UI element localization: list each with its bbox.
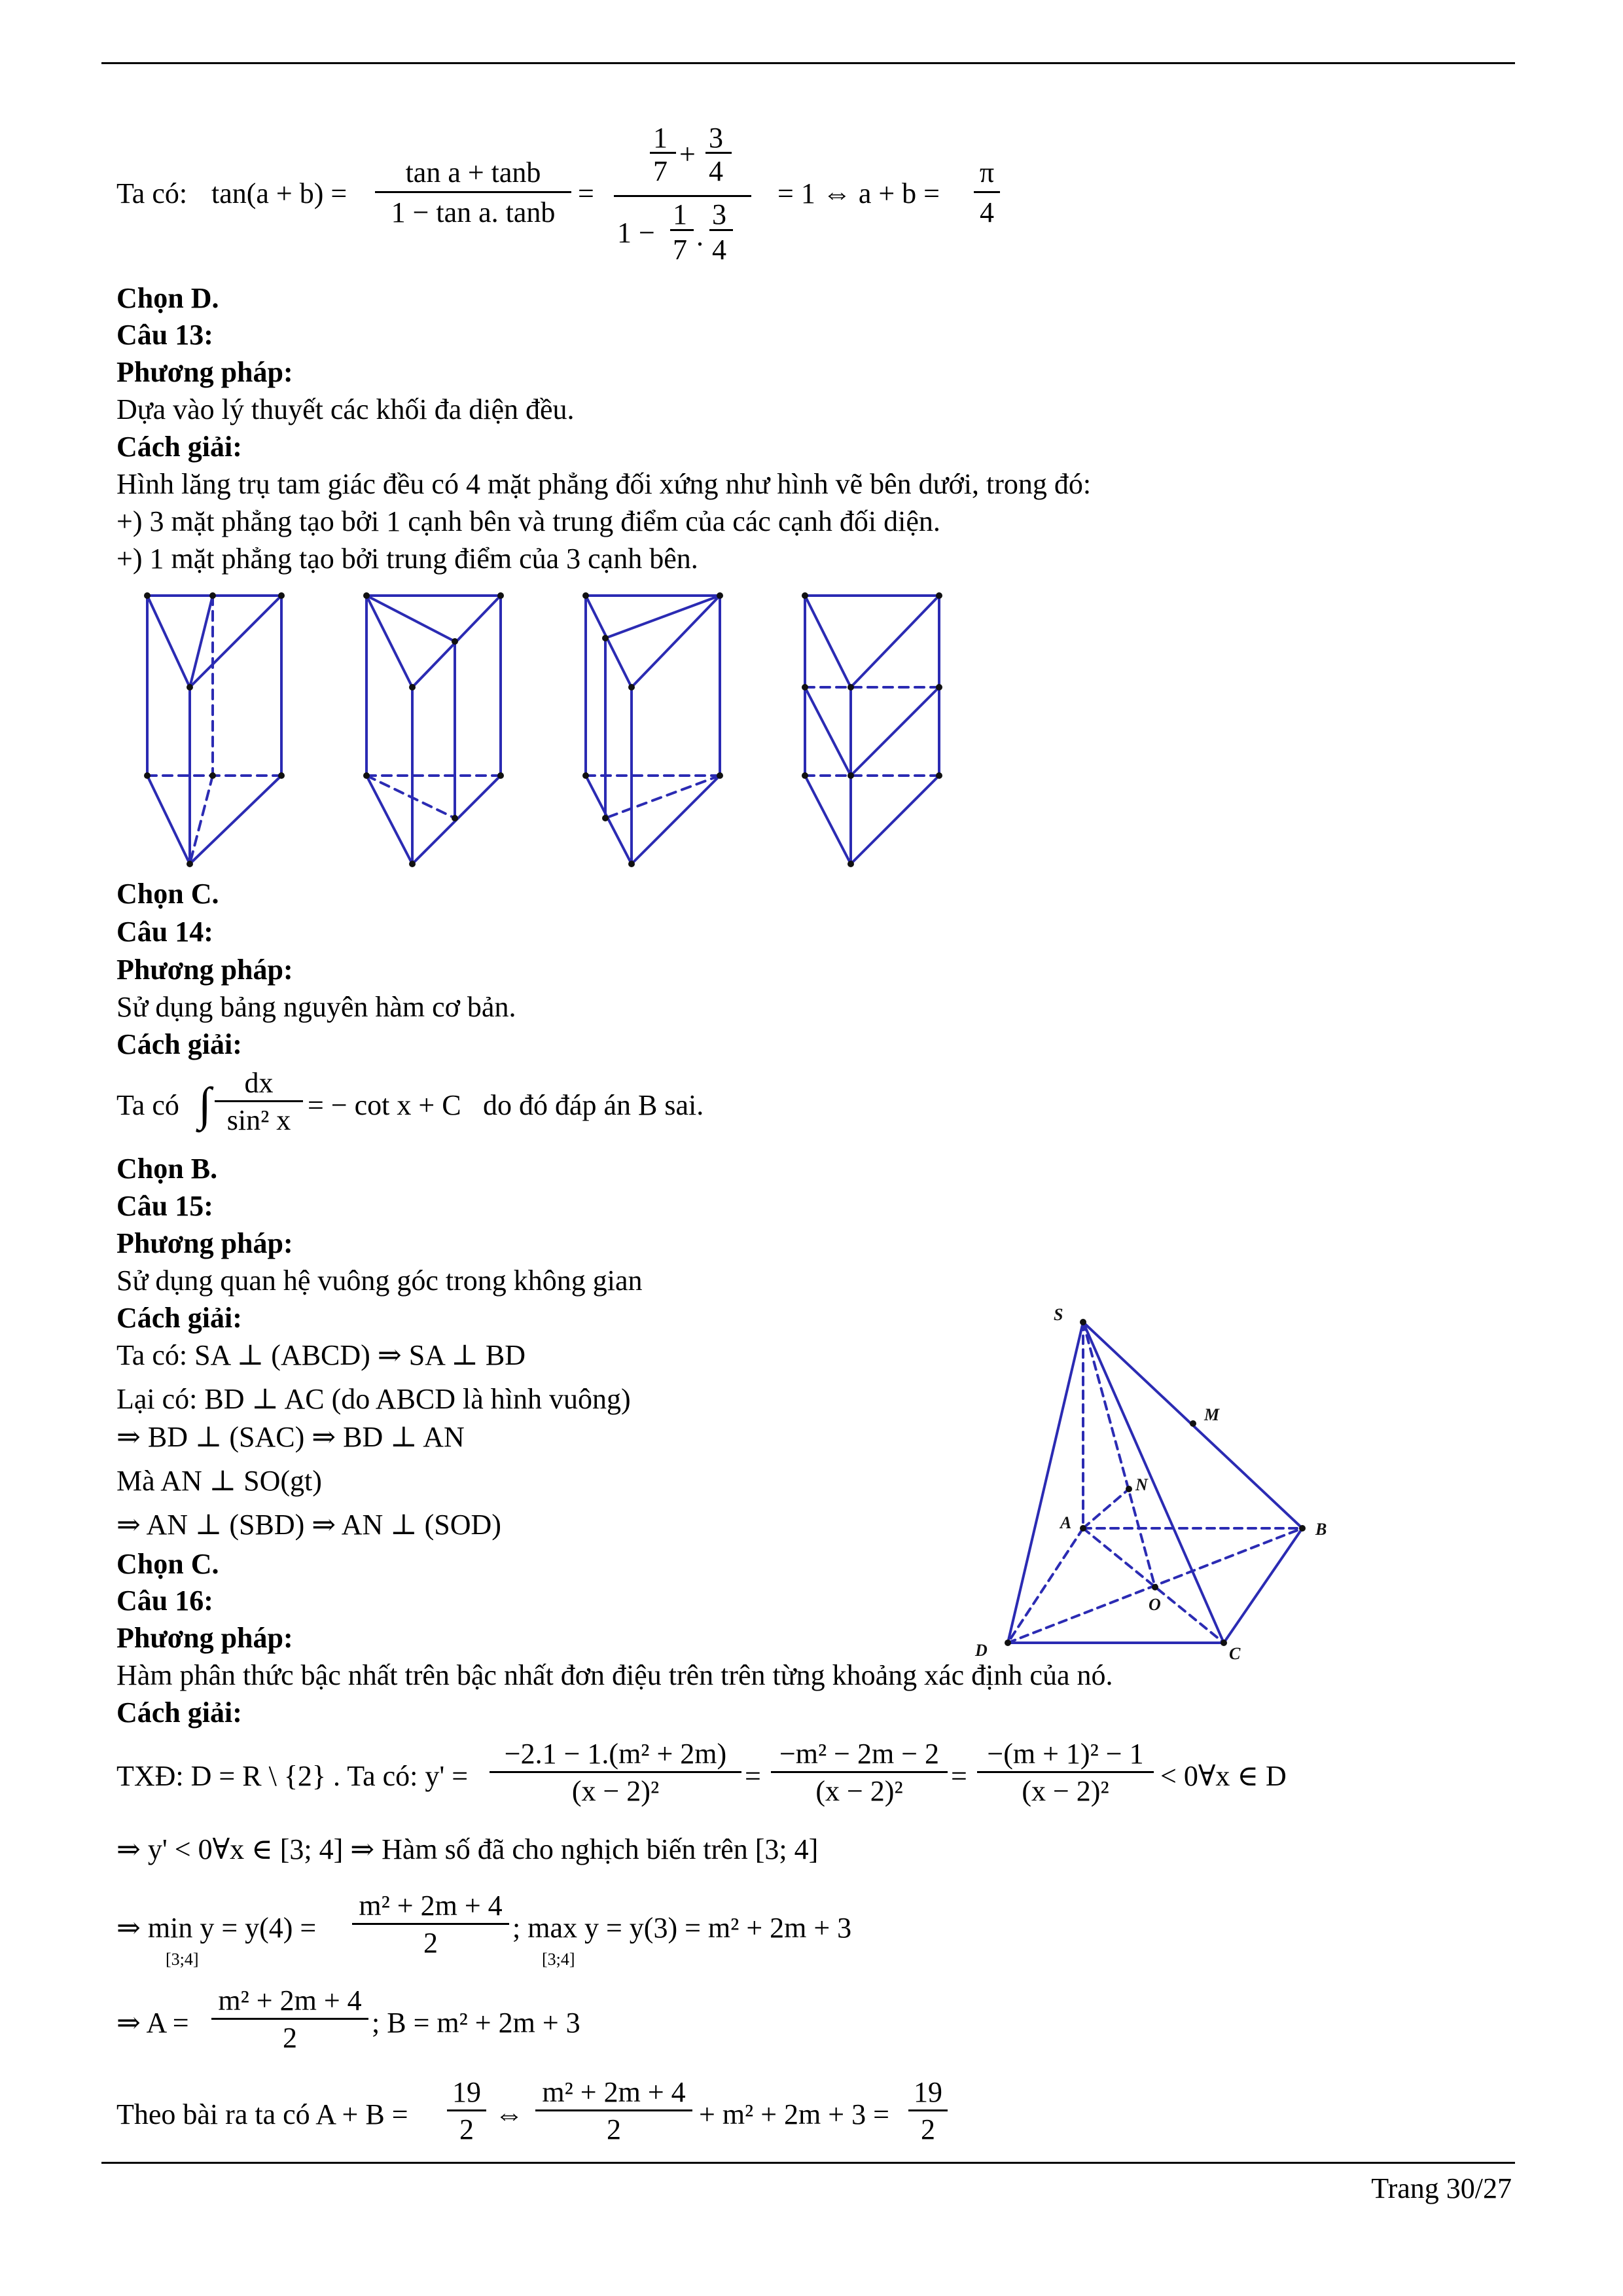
q13-choice: Chọn C. bbox=[116, 878, 219, 910]
q14-choice: Chọn B. bbox=[116, 1153, 218, 1185]
q13-title: Câu 13: bbox=[116, 319, 213, 351]
label-B: B bbox=[1315, 1520, 1327, 1539]
q14-title: Câu 14: bbox=[116, 916, 213, 948]
label-A: A bbox=[1060, 1513, 1072, 1532]
prism-figure-4 bbox=[805, 596, 939, 864]
q13-line2: +) 3 mặt phẳng tạo bởi 1 cạnh bên và trung điểm của các cạnh đối diện. bbox=[116, 505, 940, 537]
footer-rule bbox=[101, 2162, 1515, 2164]
q16-method: Hàm phân thức bậc nhất trên bậc nhất đơn điệu trên trên từng khoảng xác định của nó. bbox=[116, 1659, 1113, 1691]
q13-line1: Hình lăng trụ tam giác đều có 4 mặt phẳng đối xứng như hình vẽ bên dưới, trong đó: bbox=[116, 468, 1092, 500]
label-D: D bbox=[975, 1641, 988, 1660]
q15-line4: Mà AN ⊥ SO(gt) bbox=[116, 1465, 322, 1497]
q15-method-label: Phương pháp: bbox=[116, 1227, 293, 1259]
pyramid-figure bbox=[969, 1299, 1348, 1666]
label-N: N bbox=[1135, 1475, 1148, 1494]
label-M: M bbox=[1204, 1405, 1220, 1424]
q15-line3: ⇒ BD ⊥ (SAC) ⇒ BD ⊥ AN bbox=[116, 1421, 465, 1453]
q15-choice: Chọn C. bbox=[116, 1548, 219, 1580]
q14-solution-label: Cách giải: bbox=[116, 1028, 242, 1060]
prism-figure-2 bbox=[366, 596, 501, 864]
page-number: Trang 30/27 bbox=[1371, 2172, 1512, 2204]
q16-method-label: Phương pháp: bbox=[116, 1622, 293, 1654]
prism-figure-1 bbox=[147, 596, 281, 864]
label-O: O bbox=[1149, 1595, 1161, 1614]
q13-method: Dựa vào lý thuyết các khối đa diện đều. bbox=[116, 393, 575, 425]
q13-method-label: Phương pháp: bbox=[116, 356, 293, 388]
q15-line1: Ta có: SA ⊥ (ABCD) ⇒ SA ⊥ BD bbox=[116, 1339, 526, 1371]
prism-figures bbox=[131, 586, 962, 877]
label-S: S bbox=[1054, 1305, 1063, 1324]
q16-line2: ⇒ y' < 0∀x ∈ [3; 4] ⇒ Hàm số đã cho nghịch biến trên [3; 4] bbox=[116, 1833, 819, 1865]
q12-choice: Chọn D. bbox=[116, 282, 219, 314]
label-C: C bbox=[1229, 1644, 1241, 1663]
q15-solution-label: Cách giải: bbox=[116, 1302, 242, 1334]
header-rule bbox=[101, 62, 1515, 64]
q15-method: Sử dụng quan hệ vuông góc trong không gian bbox=[116, 1265, 643, 1297]
q14-method: Sử dụng bảng nguyên hàm cơ bản. bbox=[116, 991, 516, 1023]
q13-solution-label: Cách giải: bbox=[116, 431, 242, 463]
q14-method-label: Phương pháp: bbox=[116, 954, 293, 986]
q15-line5: ⇒ AN ⊥ (SBD) ⇒ AN ⊥ (SOD) bbox=[116, 1509, 501, 1541]
q16-solution-label: Cách giải: bbox=[116, 1696, 242, 1729]
q13-line3: +) 1 mặt phẳng tạo bởi trung điểm của 3 cạnh bên. bbox=[116, 543, 698, 575]
q15-title: Câu 15: bbox=[116, 1190, 213, 1222]
q15-line2: Lại có: BD ⊥ AC (do ABCD là hình vuông) bbox=[116, 1383, 631, 1415]
q16-title: Câu 16: bbox=[116, 1585, 213, 1617]
